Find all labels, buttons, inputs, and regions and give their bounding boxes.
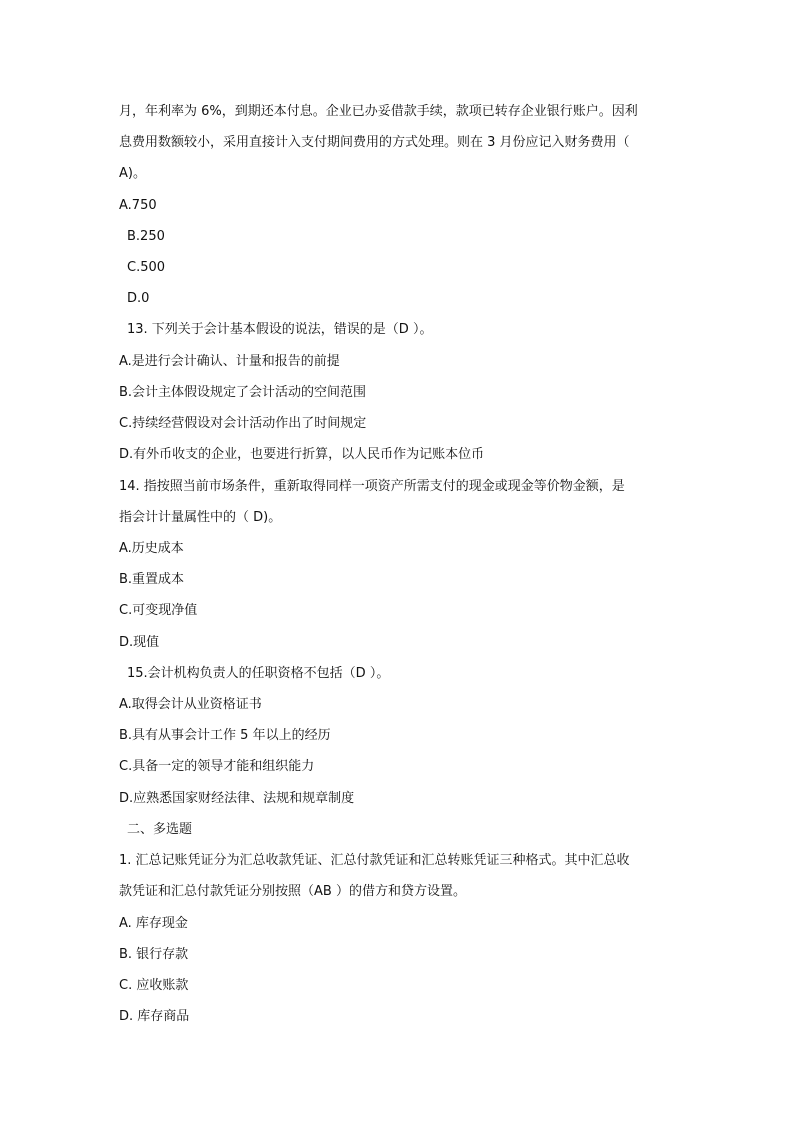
option-a: A.取得会计从业资格证书 bbox=[119, 697, 262, 712]
option-c: C.可变现净值 bbox=[119, 603, 198, 618]
option-b: B.具有从事会计工作 5 年以上的经历 bbox=[119, 728, 331, 743]
option-d: D.有外币收支的企业，也要进行折算，以人民币作为记账本位币 bbox=[119, 447, 485, 462]
option-d: D.0 bbox=[127, 291, 150, 306]
option-b: B.250 bbox=[127, 229, 165, 244]
option-a: A.750 bbox=[119, 198, 157, 213]
question-1-cont: 款凭证和汇总付款凭证分别按照（AB ）的借方和贷方设置。 bbox=[119, 884, 466, 899]
option-a: A.是进行会计确认、计量和报告的前提 bbox=[119, 354, 340, 369]
question-13: 13. 下列关于会计基本假设的说法，错误的是（D ）。 bbox=[127, 322, 433, 337]
option-a: A. 库存现金 bbox=[119, 916, 188, 931]
option-d: D.应熟悉国家财经法律、法规和规章制度 bbox=[119, 791, 355, 806]
option-c: C. 应收账款 bbox=[119, 978, 189, 993]
question-1: 1. 汇总记账凭证分为汇总收款凭证、汇总付款凭证和汇总转账凭证三种格式。其中汇总收 bbox=[119, 853, 630, 868]
option-b: B.会计主体假设规定了会计活动的空间范围 bbox=[119, 385, 367, 400]
paragraph-line: 月，年利率为 6%，到期还本付息。企业已办妥借款手续，款项已转存企业银行账户。因利 bbox=[119, 104, 638, 119]
question-15: 15.会计机构负责人的任职资格不包括（D ）。 bbox=[127, 666, 390, 681]
option-d: D. 库存商品 bbox=[119, 1009, 190, 1024]
option-c: C.具备一定的领导才能和组织能力 bbox=[119, 759, 315, 774]
option-d: D.现值 bbox=[119, 635, 160, 650]
option-b: B. 银行存款 bbox=[119, 947, 189, 962]
option-b: B.重置成本 bbox=[119, 572, 185, 587]
paragraph-line: A)。 bbox=[119, 166, 146, 181]
section-heading: 二、多选题 bbox=[127, 822, 193, 837]
option-c: C.500 bbox=[127, 260, 166, 275]
option-c: C.持续经营假设对会计活动作出了时间规定 bbox=[119, 416, 367, 431]
paragraph-line: 息费用数额较小，采用直接计入支付期间费用的方式处理。则在 3 月份应记入财务费用（ bbox=[119, 135, 630, 150]
question-14-cont: 指会计计量属性中的（ D)。 bbox=[119, 510, 282, 525]
option-a: A.历史成本 bbox=[119, 541, 184, 556]
question-14: 14. 指按照当前市场条件，重新取得同样一项资产所需支付的现金或现金等价物金额，是 bbox=[119, 479, 625, 494]
